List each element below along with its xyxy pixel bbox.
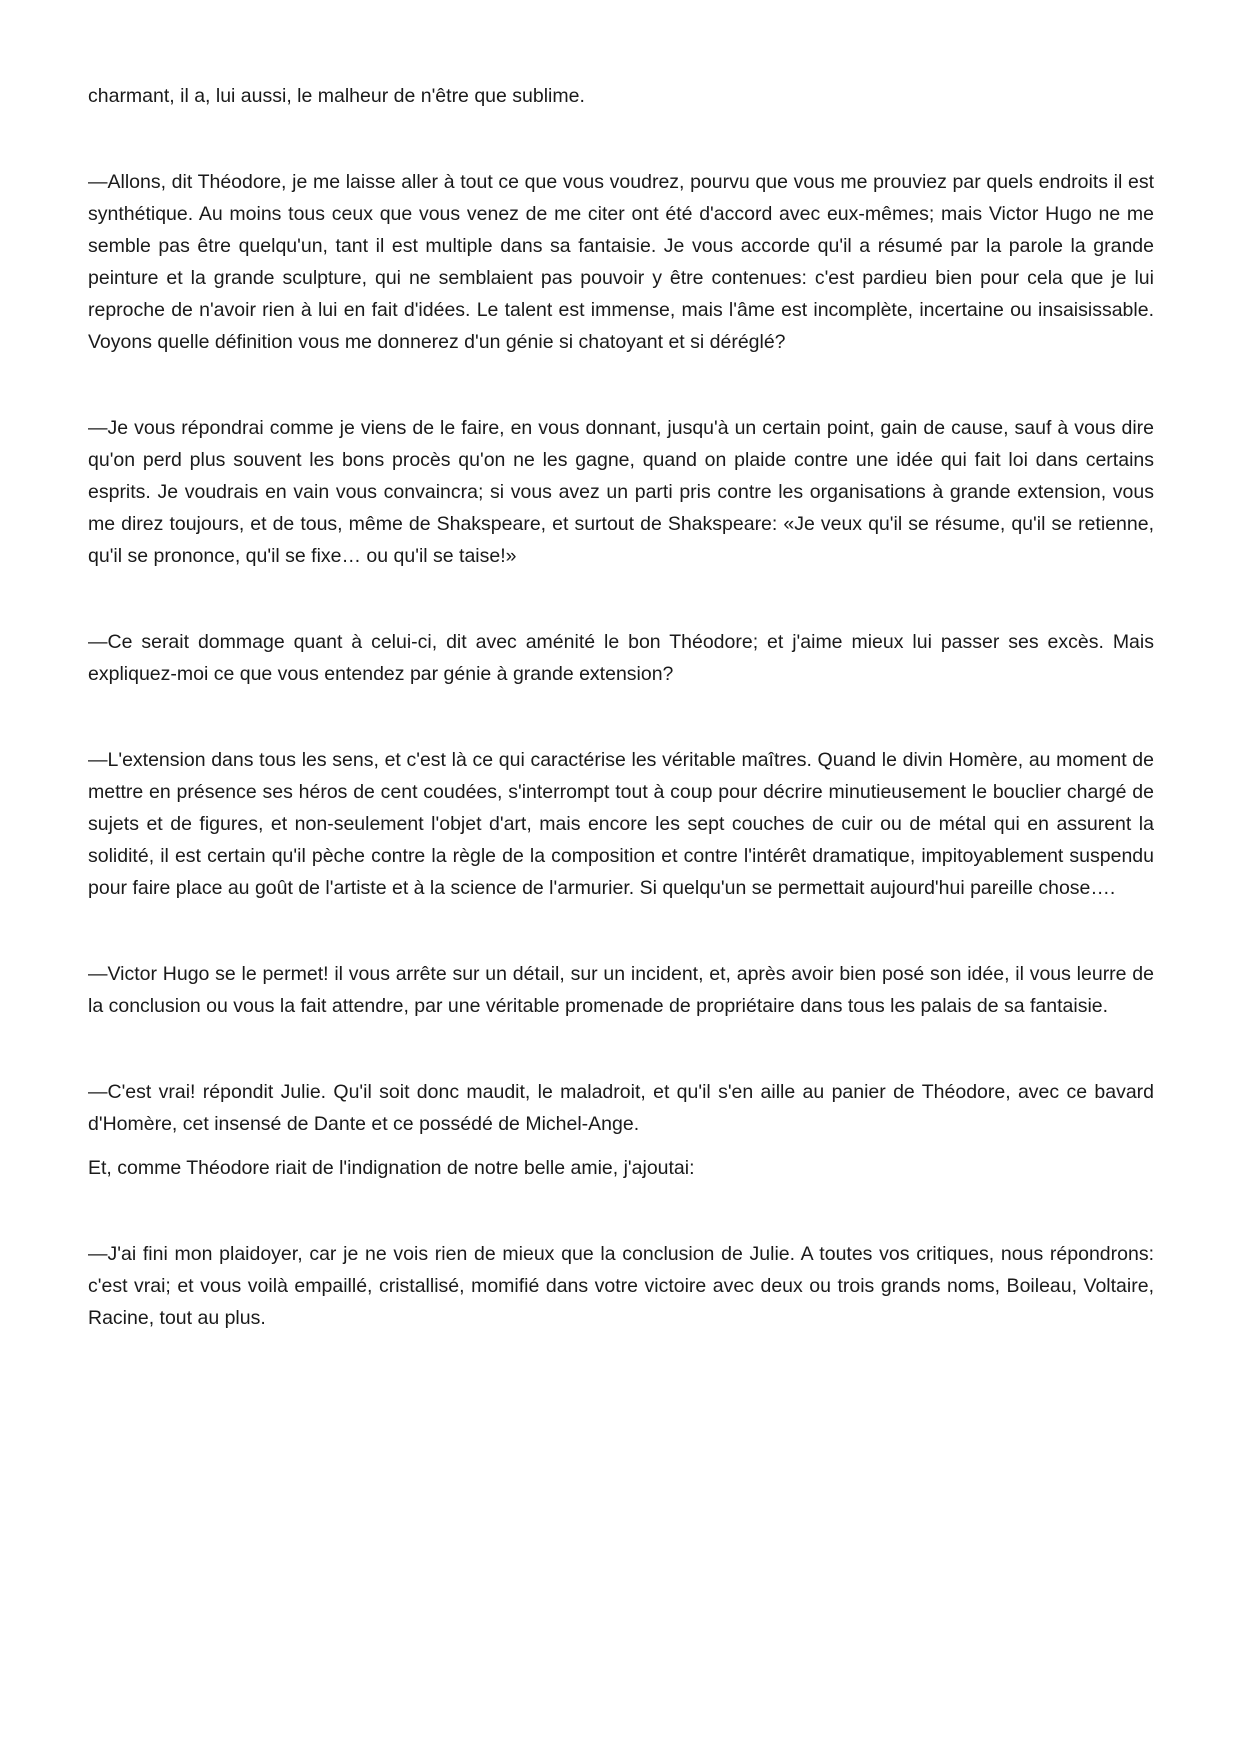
paragraph-2: —Allons, dit Théodore, je me laisse aller à tout ce que vous voudrez, pourvu que vous me prouviez par quels endroits il est synthétique. Au moins tous ceux que vous venez de me citer ont été d'accord avec eux-mêmes; mais Victor Hugo ne me semble pas être quelqu'un, tant il est multiple dans sa fantaisie. Je vous accorde qu'il a résumé par la parole la grande peinture et la grande sculpture, qui ne semblaient pas pouvoir y être contenues: c'est pardieu bien pour cela que je lui reproche de n'avoir rien à lui en fait d'idées. Le talent est immense, mais l'âme est incomplète, incertaine ou insaisissable. Voyons quelle définition vous me donnerez d'un génie si chatoyant et si déréglé? (88, 171, 1154, 353)
document-page (88, 80, 1154, 1334)
paragraph-6: —Victor Hugo se le permet! il vous arrête sur un détail, sur un incident, et, après avoir bien posé son idée, il vous leurre de la conclusion ou vous la fait attendre, par une véritable promenade de propriétaire dans tous les palais de sa fantaisie. (88, 963, 1154, 1017)
paragraph-9: —J'ai fini mon plaidoyer, car je ne vois rien de mieux que la conclusion de Julie. A toutes vos critiques, nous répondrons: c'est vrai; et vous voilà empaillé, cristallisé, momifié dans votre victoire avec deux ou trois grands noms, Boileau, Voltaire, Racine, tout au plus. (88, 1243, 1154, 1329)
paragraph-5: —L'extension dans tous les sens, et c'est là ce qui caractérise les véritable maîtres. Quand le divin Homère, au moment de mettre en présence ses héros de cent coudées, s'interrompt tout à coup pour décrire minutieusement le bouclier chargé de sujets et de figures, et non-seulement l'objet d'art, mais encore les sept couches de cuir ou de métal qui en assurent la solidité, il est certain qu'il pèche contre la règle de la composition et contre l'intérêt dramatique, impitoyablement suspendu pour faire place au goût de l'artiste et à la science de l'armurier. Si quelqu'un se permettait aujourd'hui pareille chose…. (88, 749, 1154, 899)
paragraph-7: —C'est vrai! répondit Julie. Qu'il soit donc maudit, le maladroit, et qu'il s'en aille au panier de Théodore, avec ce bavard d'Homère, cet insensé de Dante et ce possédé de Michel-Ange. (88, 1081, 1154, 1135)
paragraph-8: Et, comme Théodore riait de l'indignation de notre belle amie, j'ajoutai: (88, 1157, 695, 1179)
paragraph-3: —Je vous répondrai comme je viens de le faire, en vous donnant, jusqu'à un certain point, gain de cause, sauf à vous dire qu'on perd plus souvent les bons procès qu'on ne les gagne, quand on plaide contre une idée qui fait loi dans certains esprits. Je voudrais en vain vous convaincra; si vous avez un parti pris contre les organisations à grande extension, vous me direz toujours, et de tous, même de Shakspeare, et surtout de Shakspeare: «Je veux qu'il se résume, qu'il se retienne, qu'il se prononce, qu'il se fixe… ou qu'il se taise!» (88, 417, 1154, 567)
paragraph-1: charmant, il a, lui aussi, le malheur de n'être que sublime. (88, 85, 585, 107)
paragraph-4: —Ce serait dommage quant à celui-ci, dit avec aménité le bon Théodore; et j'aime mieux lui passer ses excès. Mais expliquez-moi ce que vous entendez par génie à grande extension? (88, 631, 1154, 685)
